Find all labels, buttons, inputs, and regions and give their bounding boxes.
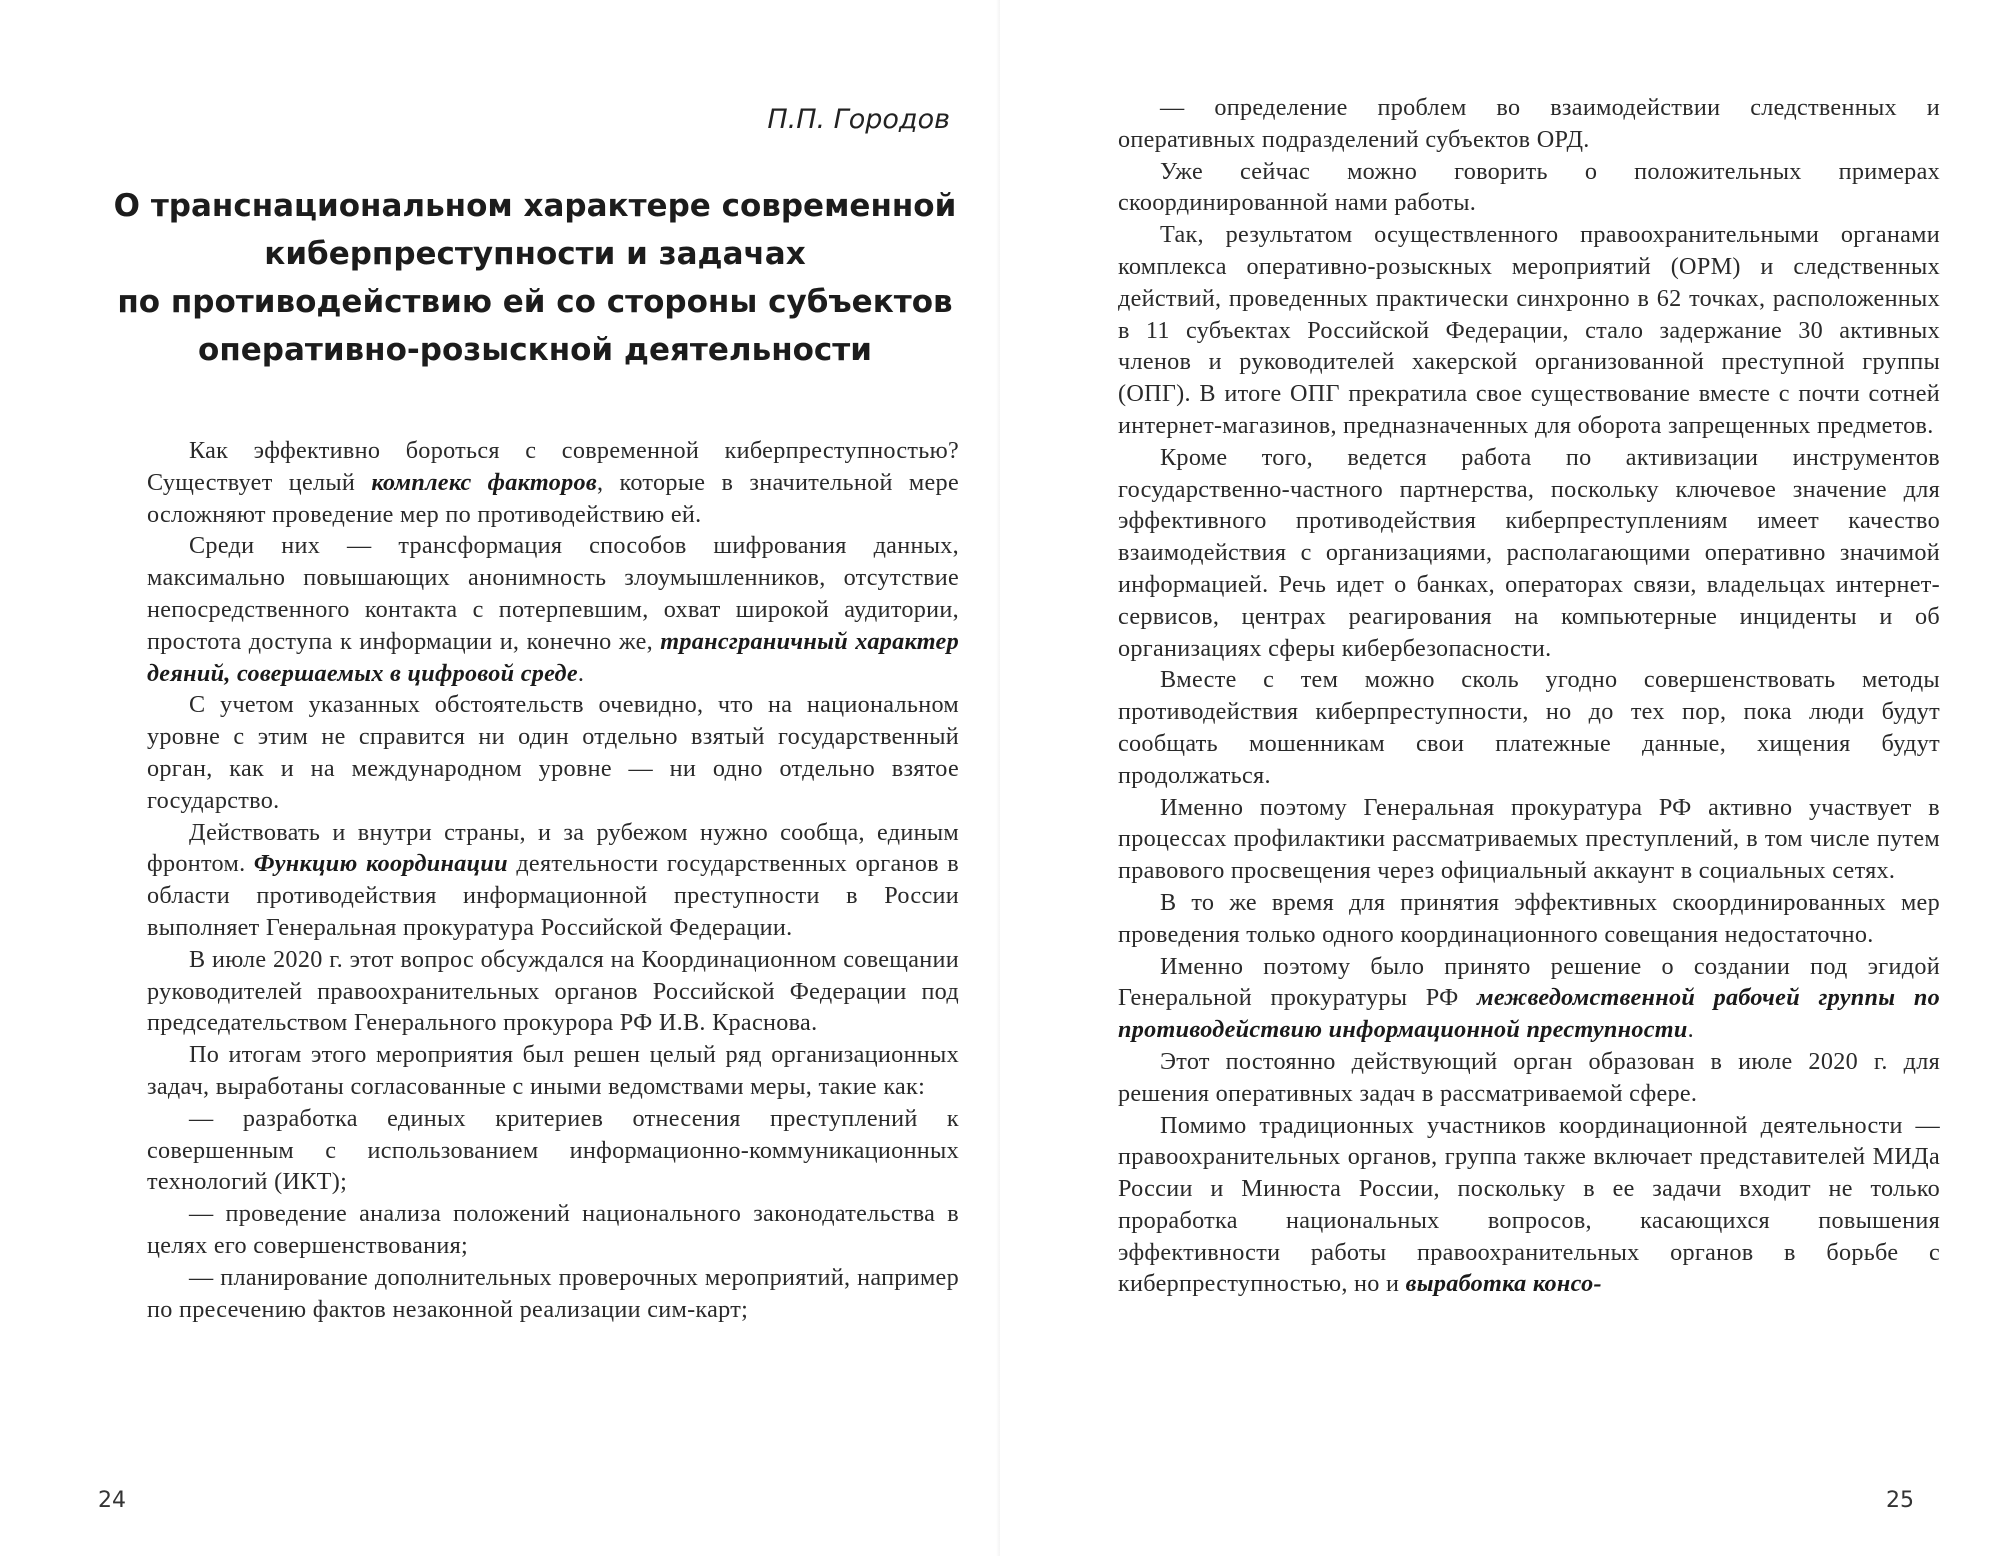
list-item: — определение проблем во взаимодействии следственных и оперативных подразделений субъектов ОРД. xyxy=(1118,94,1940,153)
paragraph: Именно поэтому было принято решение о создании под эгидой Генеральной прокуратуры РФ межведомственной рабочей группы по противодействию информационной преступности. xyxy=(1118,952,1940,1044)
article-title xyxy=(100,182,970,374)
paragraph: Этот постоянно действующий орган образован в июле 2020 г. для решения оперативных задач в рассматриваемой сфере. xyxy=(1118,1047,1940,1107)
title-line: киберпреступности и задачах xyxy=(264,236,806,272)
paragraph: В июле 2020 г. этот вопрос обсуждался на Координационном совещании руководителей правоохранительных органов Российской Федерации под председательством Генерального прокурора РФ И.В. Краснова. xyxy=(147,945,959,1037)
emphasis: комплекс факторов xyxy=(371,468,597,496)
right-page xyxy=(1000,0,2000,1556)
emphasis: выработка консо- xyxy=(1405,1270,1602,1298)
paragraph: Помимо традиционных участников координационной деятельности — правоохранительных органов, группа также включает представителей МИДа России и Минюста России, поскольку в ее задачи входит не только проработка национальных вопросов, касающихся повышения эффективности работы правоохранительных органов в борьбе с киберпреступностью, но и выработка консо- xyxy=(1118,1111,1940,1298)
title-line: О транснациональном характере современной xyxy=(113,188,957,224)
paragraph: Вместе с тем можно сколь угодно совершенствовать методы противодействия киберпреступности, но до тех пор, пока люди будут сообщать мошенникам свои платежные данные, хищения будут продолжаться. xyxy=(1118,666,1940,789)
paragraph: По итогам этого мероприятия был решен целый ряд организационных задач, выработаны согласованные с иными ведомствами меры, такие как: xyxy=(147,1041,959,1100)
list-item: — разработка единых критериев отнесения преступлений к совершенным с использованием информационно-коммуникационных технологий (ИКТ); xyxy=(147,1104,959,1196)
emphasis: Функцию координации xyxy=(253,850,508,878)
emphasis: межведомственной рабочей группы по противодействию информационной преступности xyxy=(1118,984,1940,1044)
paragraph: С учетом указанных обстоятельств очевидно, что на национальном уровне с этим не справится ни один отдельно взятый государственный орган, как и на международном уровне — ни одно отдельно взятое государство. xyxy=(147,691,959,814)
paragraph: Действовать и внутри страны, и за рубежом нужно сообща, единым фронтом. Функцию координации деятельности государственных органов в области противодействия информационной преступности в России выполняет Генеральная прокуратура Российской Федерации. xyxy=(147,818,959,941)
paragraph: В то же время для принятия эффективных скоординированных мер проведения только одного координационного совещания недостаточно. xyxy=(1118,888,1940,948)
page-number: 25 xyxy=(1886,1488,1914,1513)
right-text-column xyxy=(1118,92,1940,1300)
author-name: П.П. Городов xyxy=(767,104,950,135)
paragraph: Как эффективно бороться с современной киберпреступностью? Существует целый комплекс факторов, которые в значительной мере осложняют проведение мер по противодействию ей. xyxy=(147,437,959,528)
title-line: по противодействию ей со стороны субъектов xyxy=(117,284,953,320)
paragraph: Именно поэтому Генеральная прокуратура РФ активно участвует в процессах профилактики рассматриваемых преступлений, в том числе путем правового просвещения через официальный аккаунт в социальных сетях. xyxy=(1118,793,1940,885)
left-text-column xyxy=(147,435,959,1325)
list-item: — проведение анализа положений национального законодательства в целях его совершенствования; xyxy=(147,1200,959,1259)
list-item: — планирование дополнительных проверочных мероприятий, например по пресечению фактов незаконной реализации сим-карт; xyxy=(147,1263,959,1323)
paragraph: Кроме того, ведется работа по активизации инструментов государственно-частного партнерства, поскольку ключевое значение для эффективного противодействия киберпреступлениям имеет качество взаимодействия с организациями, располагающими оперативно значимой информацией. Речь идет о банках, операторах связи, владельцах интернет-сервисов, центрах реагирования на компьютерные инциденты и об организациях сферы кибербезопасности. xyxy=(1118,443,1940,662)
page-number: 24 xyxy=(98,1488,126,1513)
emphasis: трансграничный характер деяний, совершаемых в цифровой среде xyxy=(147,627,959,687)
paragraph: Так, результатом осуществленного правоохранительными органами комплекса оперативно-розыскных мероприятий (ОРМ) и следственных действий, проведенных практически синхронно в 62 точках, расположенных в 11 субъектах Российской Федерации, стало задержание 30 активных членов и руководителей хакерской организованной преступной группы (ОПГ). В итоге ОПГ прекратила свое существование вместе с почти сотней интернет-магазинов, предназначенных для оборота запрещенных предметов. xyxy=(1118,221,1940,439)
paragraph: Среди них — трансформация способов шифрования данных, максимально повышающих анонимность злоумышленников, отсутствие непосредственного контакта с потерпевшим, охват широкой аудитории, простота доступа к информации и, конечно же, трансграничный характер деяний, совершаемых в цифровой среде. xyxy=(147,532,959,687)
paragraph: Уже сейчас можно говорить о положительных примерах скоординированной нами работы. xyxy=(1118,157,1940,217)
title-line: оперативно-розыскной деятельности xyxy=(198,332,872,368)
